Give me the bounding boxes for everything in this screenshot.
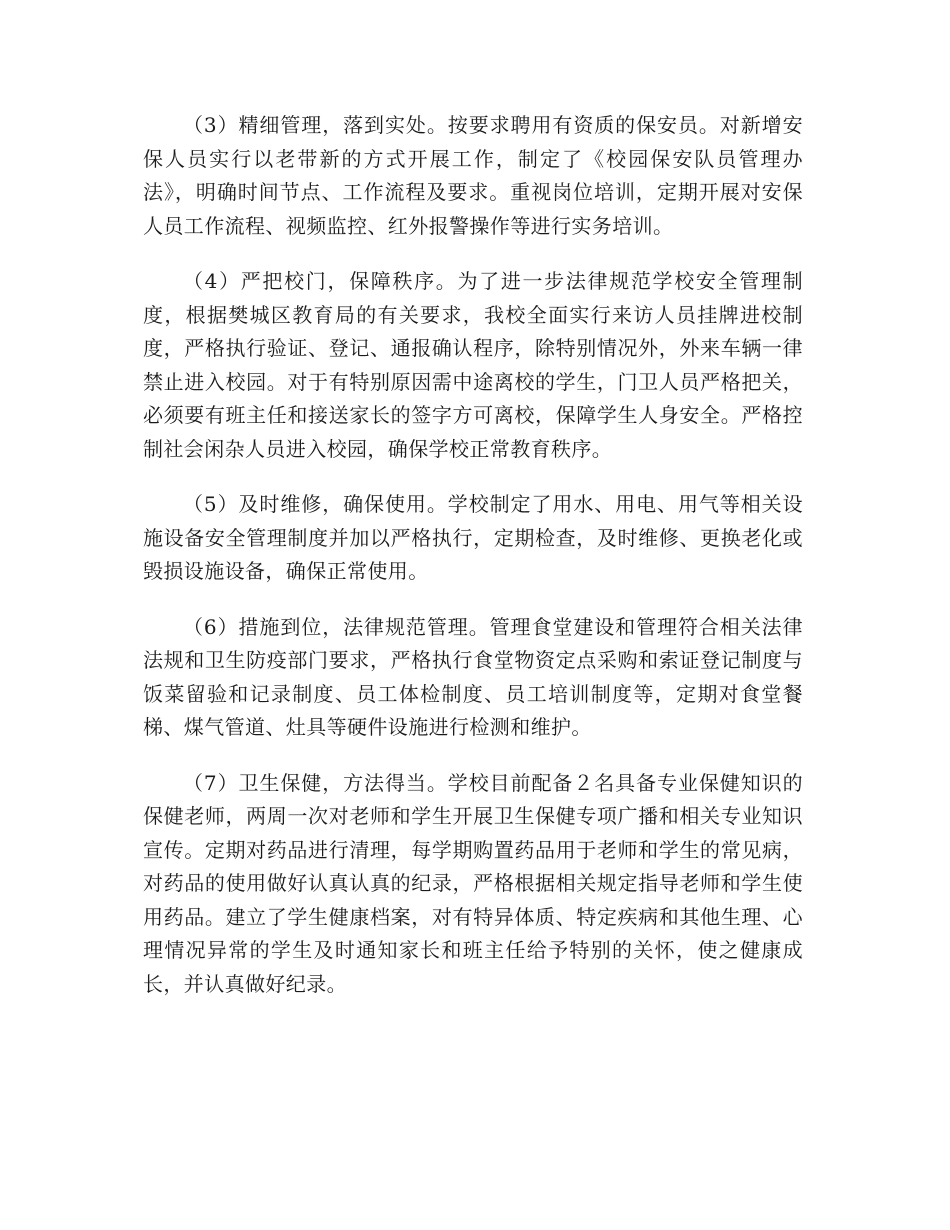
paragraph-4: （4）严把校门，保障秩序。为了进一步法律规范学校安全管理制度，根据樊城区教育局的有关要求，我校全面实行来访人员挂牌进校制度，严格执行验证、登记、通报确认程序，除特别情况外，外来车辆一律禁止进入校园。对于有特别原因需中途离校的学生，门卫人员严格把关，必须要有班主任和接送家长的签字方可离校，保障学生人身安全。严格控制社会闲杂人员进入校园，确保学校正常教育秩序。 (143, 269, 803, 461)
paragraph-3: （3）精细管理，落到实处。按要求聘用有资质的保安员。对新增安保人员实行以老带新的方式开展工作，制定了《校园保安队员管理办法》，明确时间节点、工作流程及要求。重视岗位培训，定期开展对安保人员工作流程、视频监控、红外报警操作等进行实务培训。 (143, 113, 803, 238)
document-body (143, 109, 803, 1023)
paragraph-5: （5）及时维修，确保使用。学校制定了用水、用电、用气等相关设施设备安全管理制度并加以严格执行，定期检查，及时维修、更换老化或毁损设施设备，确保正常使用。 (143, 492, 803, 583)
paragraph-7: （7）卫生保健，方法得当。学校目前配备２名具备专业保健知识的保健老师，两周一次对老师和学生开展卫生保健专项广播和相关专业知识宣传。定期对药品进行清理，每学期购置药品用于老师和学生的常见病，对药品的使用做好认真认真的纪录，严格根据相关规定指导老师和学生使用药品。建立了学生健康档案，对有特异体质、特定疾病和其他生理、心理情况异常的学生及时通知家长和班主任给予特别的关怀，使之健康成长，并认真做好纪录。 (143, 770, 803, 996)
paragraph-6: （6）措施到位，法律规范管理。管理食堂建设和管理符合相关法律法规和卫生防疫部门要求，严格执行食堂物资定点采购和索证登记制度与饭菜留验和记录制度、员工体检制度、员工培训制度等，定期对食堂餐梯、煤气管道、灶具等硬件设施进行检测和维护。 (143, 614, 803, 739)
